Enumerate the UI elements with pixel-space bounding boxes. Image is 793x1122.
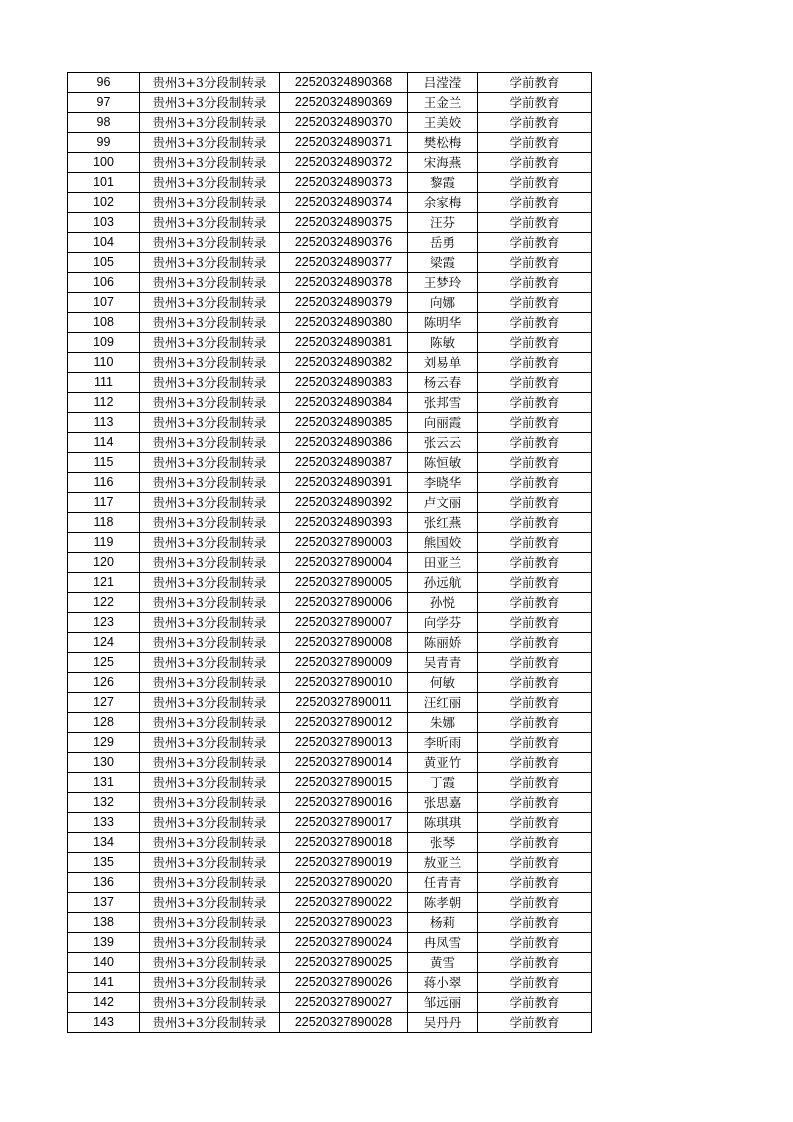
table-row [68,853,592,873]
table-row [68,813,592,833]
student-id-cell: 22520327890020 [280,873,408,893]
row-number: 109 [68,333,140,353]
program-cell: 贵州3+3分段制转录 [140,473,280,493]
table-row [68,873,592,893]
student-name-cell: 何敏 [408,673,478,693]
row-number: 98 [68,113,140,133]
row-number: 117 [68,493,140,513]
table-row [68,653,592,673]
table-row [68,313,592,333]
row-number: 137 [68,893,140,913]
program-cell: 贵州3+3分段制转录 [140,973,280,993]
row-number: 99 [68,133,140,153]
student-id-cell: 22520327890012 [280,713,408,733]
program-cell: 贵州3+3分段制转录 [140,93,280,113]
major-cell: 学前教育 [478,633,592,653]
student-id-cell: 22520324890372 [280,153,408,173]
row-number: 102 [68,193,140,213]
major-cell: 学前教育 [478,213,592,233]
student-name-cell: 张云云 [408,433,478,453]
student-name-cell: 张红燕 [408,513,478,533]
program-cell: 贵州3+3分段制转录 [140,753,280,773]
program-cell: 贵州3+3分段制转录 [140,873,280,893]
program-cell: 贵州3+3分段制转录 [140,333,280,353]
major-cell: 学前教育 [478,433,592,453]
student-name-cell: 宋海燕 [408,153,478,173]
row-number: 136 [68,873,140,893]
row-number: 121 [68,573,140,593]
table-row [68,273,592,293]
student-name-cell: 梁霞 [408,253,478,273]
major-cell: 学前教育 [478,273,592,293]
table-row [68,673,592,693]
student-id-cell: 22520324890376 [280,233,408,253]
program-cell: 贵州3+3分段制转录 [140,273,280,293]
table-row [68,493,592,513]
program-cell: 贵州3+3分段制转录 [140,953,280,973]
student-name-cell: 李晓华 [408,473,478,493]
major-cell: 学前教育 [478,893,592,913]
student-id-cell: 22520324890380 [280,313,408,333]
table-row [68,253,592,273]
student-id-cell: 22520327890013 [280,733,408,753]
student-id-cell: 22520327890024 [280,933,408,953]
major-cell: 学前教育 [478,653,592,673]
program-cell: 贵州3+3分段制转录 [140,573,280,593]
student-name-cell: 田亚兰 [408,553,478,573]
student-name-cell: 冉凤雪 [408,933,478,953]
table-row [68,633,592,653]
program-cell: 贵州3+3分段制转录 [140,493,280,513]
student-id-cell: 22520327890006 [280,593,408,613]
major-cell: 学前教育 [478,393,592,413]
row-number: 112 [68,393,140,413]
row-number: 142 [68,993,140,1013]
program-cell: 贵州3+3分段制转录 [140,633,280,653]
program-cell: 贵州3+3分段制转录 [140,173,280,193]
student-name-cell: 岳勇 [408,233,478,253]
student-id-cell: 22520324890383 [280,373,408,393]
student-id-cell: 22520327890018 [280,833,408,853]
row-number: 100 [68,153,140,173]
row-number: 140 [68,953,140,973]
row-number: 111 [68,373,140,393]
major-cell: 学前教育 [478,193,592,213]
row-number: 115 [68,453,140,473]
row-number: 138 [68,913,140,933]
student-id-cell: 22520324890381 [280,333,408,353]
program-cell: 贵州3+3分段制转录 [140,253,280,273]
student-name-cell: 陈明华 [408,313,478,333]
student-id-cell: 22520327890016 [280,793,408,813]
program-cell: 贵州3+3分段制转录 [140,233,280,253]
major-cell: 学前教育 [478,713,592,733]
program-cell: 贵州3+3分段制转录 [140,193,280,213]
student-id-cell: 22520324890377 [280,253,408,273]
student-name-cell: 陈丽娇 [408,633,478,653]
student-name-cell: 张琴 [408,833,478,853]
major-cell: 学前教育 [478,413,592,433]
row-number: 108 [68,313,140,333]
student-id-cell: 22520324890386 [280,433,408,453]
student-id-cell: 22520327890010 [280,673,408,693]
major-cell: 学前教育 [478,753,592,773]
program-cell: 贵州3+3分段制转录 [140,433,280,453]
program-cell: 贵州3+3分段制转录 [140,613,280,633]
table-row [68,293,592,313]
program-cell: 贵州3+3分段制转录 [140,373,280,393]
major-cell: 学前教育 [478,593,592,613]
row-number: 123 [68,613,140,633]
table-row [68,453,592,473]
student-name-cell: 杨云春 [408,373,478,393]
program-cell: 贵州3+3分段制转录 [140,353,280,373]
major-cell: 学前教育 [478,673,592,693]
student-id-cell: 22520327890017 [280,813,408,833]
row-number: 139 [68,933,140,953]
student-name-cell: 朱娜 [408,713,478,733]
table-row [68,473,592,493]
major-cell: 学前教育 [478,573,592,593]
row-number: 125 [68,653,140,673]
student-id-cell: 22520327890022 [280,893,408,913]
program-cell: 贵州3+3分段制转录 [140,693,280,713]
program-cell: 贵州3+3分段制转录 [140,733,280,753]
row-number: 110 [68,353,140,373]
row-number: 143 [68,1013,140,1033]
program-cell: 贵州3+3分段制转录 [140,813,280,833]
student-name-cell: 张思嘉 [408,793,478,813]
student-name-cell: 刘易单 [408,353,478,373]
student-name-cell: 汪红丽 [408,693,478,713]
major-cell: 学前教育 [478,693,592,713]
row-number: 130 [68,753,140,773]
student-id-cell: 22520327890019 [280,853,408,873]
student-name-cell: 向学芬 [408,613,478,633]
student-name-cell: 王梦玲 [408,273,478,293]
student-name-cell: 吴青青 [408,653,478,673]
student-id-cell: 22520324890392 [280,493,408,513]
program-cell: 贵州3+3分段制转录 [140,413,280,433]
major-cell: 学前教育 [478,953,592,973]
table-row [68,93,592,113]
program-cell: 贵州3+3分段制转录 [140,593,280,613]
table-row [68,833,592,853]
student-name-cell: 陈孝朝 [408,893,478,913]
row-number: 101 [68,173,140,193]
table-row [68,73,592,93]
student-id-cell: 22520324890393 [280,513,408,533]
student-id-cell: 22520327890014 [280,753,408,773]
major-cell: 学前教育 [478,153,592,173]
row-number: 129 [68,733,140,753]
major-cell: 学前教育 [478,493,592,513]
table-row [68,353,592,373]
major-cell: 学前教育 [478,853,592,873]
major-cell: 学前教育 [478,513,592,533]
student-id-cell: 22520324890373 [280,173,408,193]
major-cell: 学前教育 [478,333,592,353]
student-id-cell: 22520327890008 [280,633,408,653]
table-row [68,693,592,713]
program-cell: 贵州3+3分段制转录 [140,393,280,413]
row-number: 97 [68,93,140,113]
student-name-cell: 敖亚兰 [408,853,478,873]
student-name-cell: 蒋小翠 [408,973,478,993]
table-row [68,393,592,413]
student-name-cell: 邹远丽 [408,993,478,1013]
student-name-cell: 汪芬 [408,213,478,233]
program-cell: 贵州3+3分段制转录 [140,113,280,133]
major-cell: 学前教育 [478,113,592,133]
row-number: 131 [68,773,140,793]
program-cell: 贵州3+3分段制转录 [140,933,280,953]
student-id-cell: 22520324890384 [280,393,408,413]
row-number: 114 [68,433,140,453]
row-number: 124 [68,633,140,653]
student-roster-table [67,72,592,1033]
student-id-cell: 22520324890391 [280,473,408,493]
program-cell: 贵州3+3分段制转录 [140,713,280,733]
program-cell: 贵州3+3分段制转录 [140,833,280,853]
row-number: 96 [68,73,140,93]
major-cell: 学前教育 [478,933,592,953]
table-row [68,773,592,793]
table-row [68,793,592,813]
table-row [68,153,592,173]
program-cell: 贵州3+3分段制转录 [140,673,280,693]
major-cell: 学前教育 [478,293,592,313]
major-cell: 学前教育 [478,473,592,493]
row-number: 141 [68,973,140,993]
major-cell: 学前教育 [478,373,592,393]
student-id-cell: 22520324890368 [280,73,408,93]
row-number: 104 [68,233,140,253]
student-name-cell: 张邦雪 [408,393,478,413]
row-number: 127 [68,693,140,713]
student-id-cell: 22520324890385 [280,413,408,433]
student-name-cell: 王美姣 [408,113,478,133]
table-row [68,333,592,353]
student-name-cell: 卢文丽 [408,493,478,513]
row-number: 103 [68,213,140,233]
major-cell: 学前教育 [478,353,592,373]
student-name-cell: 黄雪 [408,953,478,973]
table-row [68,233,592,253]
student-name-cell: 樊松梅 [408,133,478,153]
student-id-cell: 22520324890387 [280,453,408,473]
major-cell: 学前教育 [478,253,592,273]
table-row [68,1013,592,1033]
major-cell: 学前教育 [478,613,592,633]
student-id-cell: 22520327890003 [280,533,408,553]
major-cell: 学前教育 [478,973,592,993]
program-cell: 贵州3+3分段制转录 [140,313,280,333]
program-cell: 贵州3+3分段制转录 [140,653,280,673]
program-cell: 贵州3+3分段制转录 [140,73,280,93]
program-cell: 贵州3+3分段制转录 [140,553,280,573]
student-name-cell: 杨莉 [408,913,478,933]
program-cell: 贵州3+3分段制转录 [140,513,280,533]
row-number: 119 [68,533,140,553]
table-row [68,573,592,593]
program-cell: 贵州3+3分段制转录 [140,453,280,473]
student-id-cell: 22520324890369 [280,93,408,113]
student-name-cell: 孙远航 [408,573,478,593]
major-cell: 学前教育 [478,733,592,753]
major-cell: 学前教育 [478,553,592,573]
student-name-cell: 陈恒敏 [408,453,478,473]
student-id-cell: 22520327890027 [280,993,408,1013]
table-row [68,113,592,133]
student-id-cell: 22520327890026 [280,973,408,993]
table-row [68,553,592,573]
table-row [68,173,592,193]
student-id-cell: 22520327890004 [280,553,408,573]
major-cell: 学前教育 [478,453,592,473]
row-number: 128 [68,713,140,733]
student-id-cell: 22520327890009 [280,653,408,673]
table-row [68,433,592,453]
program-cell: 贵州3+3分段制转录 [140,793,280,813]
major-cell: 学前教育 [478,813,592,833]
student-id-cell: 22520327890023 [280,913,408,933]
program-cell: 贵州3+3分段制转录 [140,993,280,1013]
student-name-cell: 熊国姣 [408,533,478,553]
student-id-cell: 22520324890379 [280,293,408,313]
program-cell: 贵州3+3分段制转录 [140,1013,280,1033]
student-id-cell: 22520327890011 [280,693,408,713]
student-name-cell: 陈敏 [408,333,478,353]
table-row [68,413,592,433]
row-number: 134 [68,833,140,853]
student-id-cell: 22520327890015 [280,773,408,793]
row-number: 107 [68,293,140,313]
major-cell: 学前教育 [478,993,592,1013]
major-cell: 学前教育 [478,233,592,253]
program-cell: 贵州3+3分段制转录 [140,293,280,313]
program-cell: 贵州3+3分段制转录 [140,773,280,793]
table-row [68,133,592,153]
student-id-cell: 22520324890382 [280,353,408,373]
student-name-cell: 黎霞 [408,173,478,193]
student-name-cell: 陈琪琪 [408,813,478,833]
student-name-cell: 向娜 [408,293,478,313]
student-id-cell: 22520327890005 [280,573,408,593]
table-row [68,593,592,613]
major-cell: 学前教育 [478,913,592,933]
table-row [68,373,592,393]
row-number: 118 [68,513,140,533]
student-id-cell: 22520327890025 [280,953,408,973]
table-row [68,893,592,913]
student-name-cell: 黄亚竹 [408,753,478,773]
table-row [68,733,592,753]
program-cell: 贵州3+3分段制转录 [140,213,280,233]
table-row [68,613,592,633]
student-id-cell: 22520324890374 [280,193,408,213]
major-cell: 学前教育 [478,833,592,853]
row-number: 133 [68,813,140,833]
major-cell: 学前教育 [478,133,592,153]
student-id-cell: 22520324890378 [280,273,408,293]
table-row [68,973,592,993]
student-name-cell: 任青青 [408,873,478,893]
table-row [68,753,592,773]
table-row [68,513,592,533]
program-cell: 贵州3+3分段制转录 [140,853,280,873]
student-name-cell: 丁霞 [408,773,478,793]
student-id-cell: 22520327890007 [280,613,408,633]
major-cell: 学前教育 [478,173,592,193]
table-row [68,533,592,553]
major-cell: 学前教育 [478,313,592,333]
major-cell: 学前教育 [478,1013,592,1033]
row-number: 113 [68,413,140,433]
student-id-cell: 22520324890371 [280,133,408,153]
table-row [68,193,592,213]
row-number: 122 [68,593,140,613]
table-row [68,993,592,1013]
student-name-cell: 李昕雨 [408,733,478,753]
major-cell: 学前教育 [478,93,592,113]
row-number: 106 [68,273,140,293]
program-cell: 贵州3+3分段制转录 [140,153,280,173]
program-cell: 贵州3+3分段制转录 [140,893,280,913]
row-number: 105 [68,253,140,273]
row-number: 126 [68,673,140,693]
table-row [68,713,592,733]
student-name-cell: 吕滢滢 [408,73,478,93]
table-row [68,953,592,973]
program-cell: 贵州3+3分段制转录 [140,913,280,933]
student-name-cell: 余家梅 [408,193,478,213]
student-id-cell: 22520327890028 [280,1013,408,1033]
table-row [68,913,592,933]
program-cell: 贵州3+3分段制转录 [140,533,280,553]
student-id-cell: 22520324890375 [280,213,408,233]
student-name-cell: 王金兰 [408,93,478,113]
major-cell: 学前教育 [478,73,592,93]
student-name-cell: 吴丹丹 [408,1013,478,1033]
program-cell: 贵州3+3分段制转录 [140,133,280,153]
row-number: 120 [68,553,140,573]
roster-body [68,73,592,1033]
student-id-cell: 22520324890370 [280,113,408,133]
row-number: 132 [68,793,140,813]
student-name-cell: 向丽霞 [408,413,478,433]
row-number: 116 [68,473,140,493]
major-cell: 学前教育 [478,533,592,553]
table-row [68,213,592,233]
major-cell: 学前教育 [478,793,592,813]
row-number: 135 [68,853,140,873]
student-name-cell: 孙悦 [408,593,478,613]
major-cell: 学前教育 [478,773,592,793]
table-row [68,933,592,953]
major-cell: 学前教育 [478,873,592,893]
